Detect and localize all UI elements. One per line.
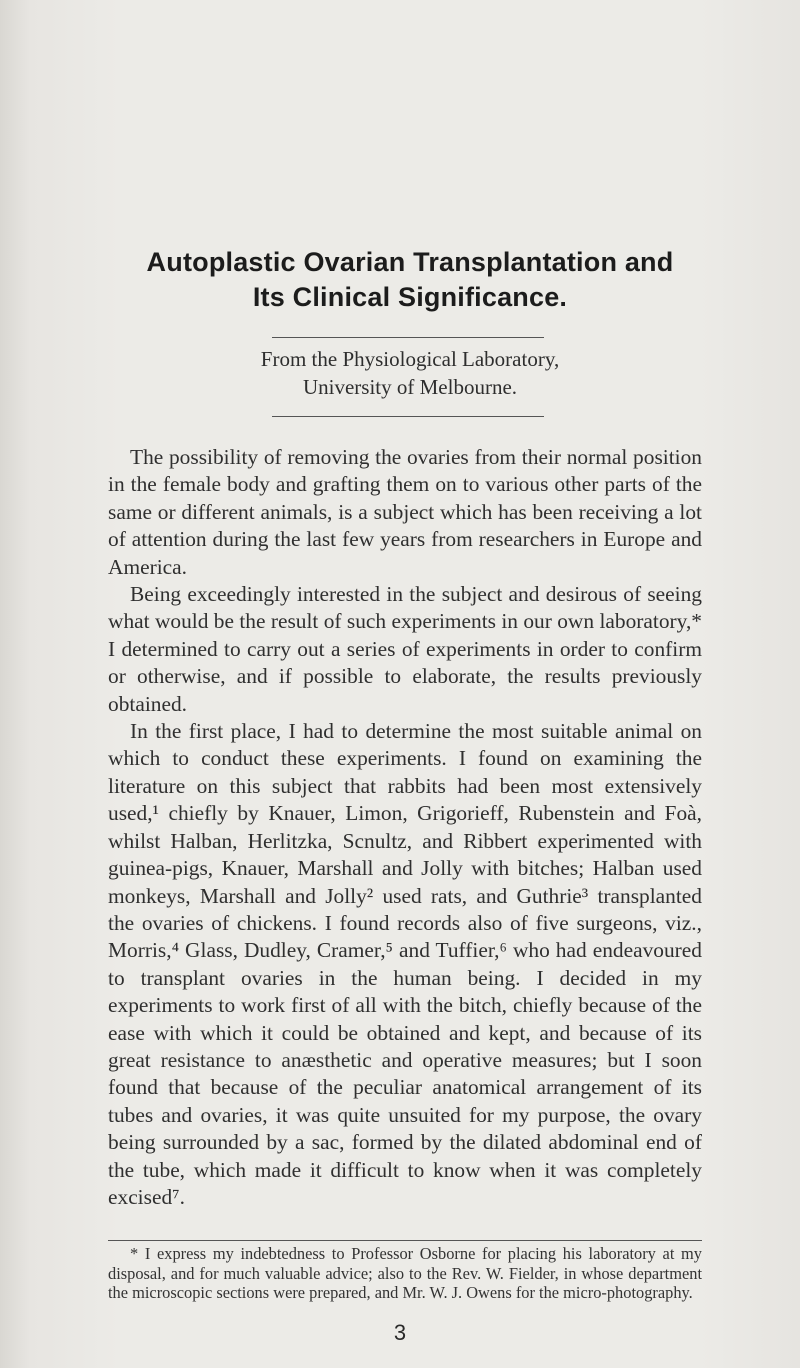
divider-top xyxy=(272,337,544,338)
article-body xyxy=(108,444,702,1211)
body-paragraph-3: In the first place, I had to determine the most suitable animal on which to conduct these experiments. I found on examining the literature on this subject that rabbits had been most extensively used,¹ chiefly by Knauer, Limon, Grigorieff, Rubenstein and Foà, whilst Halban, Herlitzka, Scnultz, and Ribbert experimented with guinea-pigs, Knauer, Marshall and Jolly with bitches; Halban used monkeys, Marshall and Jolly² used rats, and Guthrie³ transplanted the ovaries of chickens. I found records also of five surgeons, viz., Morris,⁴ Glass, Dudley, Cramer,⁵ and Tuffier,⁶ who had endeavoured to transplant ovaries in the human being. I decided in my experiments to work first of all with the bitch, chiefly because of the ease with which it could be obtained and kept, and because of its great resistance to anæsthetic and operative measures; but I soon found that because of the peculiar anatomical arrangement of its tubes and ovaries, it was quite unsuited for my purpose, the ovary being surrounded by a sac, formed by the dilated abdominal end of the tube, which made it difficult to know when it was completely excised⁷. xyxy=(108,719,702,1209)
article-title-line-1: Autoplastic Ovarian Transplantation and xyxy=(146,247,674,277)
article-title-line-2: Its Clinical Significance. xyxy=(252,282,568,312)
footnote: * I express my indebtedness to Professor Osborne for placing his laboratory at my disposal, and for much valuable advice; also to the Rev. W. Fielder, in whose department the microscopic sections were prepared, and Mr. W. J. Owens for the micro-photography. xyxy=(108,1244,702,1302)
divider-bottom xyxy=(272,416,544,417)
footnote-divider xyxy=(108,1240,702,1241)
body-paragraph-1: The possibility of removing the ovaries from their normal position in the female body and grafting them on to various other parts of the same or different animals, is a subject which has been receiving a lot of attention during the last few years from researchers in Europe and America. xyxy=(108,445,702,579)
body-paragraph-2: Being exceedingly interested in the subject and desirous of seeing what would be the result of such experiments in our own laboratory,* I determined to carry out a series of experiments in order to confirm or otherwise, and if possible to elaborate, the results previously obtained. xyxy=(108,582,702,716)
page-number: 3 xyxy=(393,1320,407,1345)
affiliation-line-2: University of Melbourne. xyxy=(302,375,518,399)
affiliation-line-1: From the Physiological Laboratory, xyxy=(260,347,560,371)
